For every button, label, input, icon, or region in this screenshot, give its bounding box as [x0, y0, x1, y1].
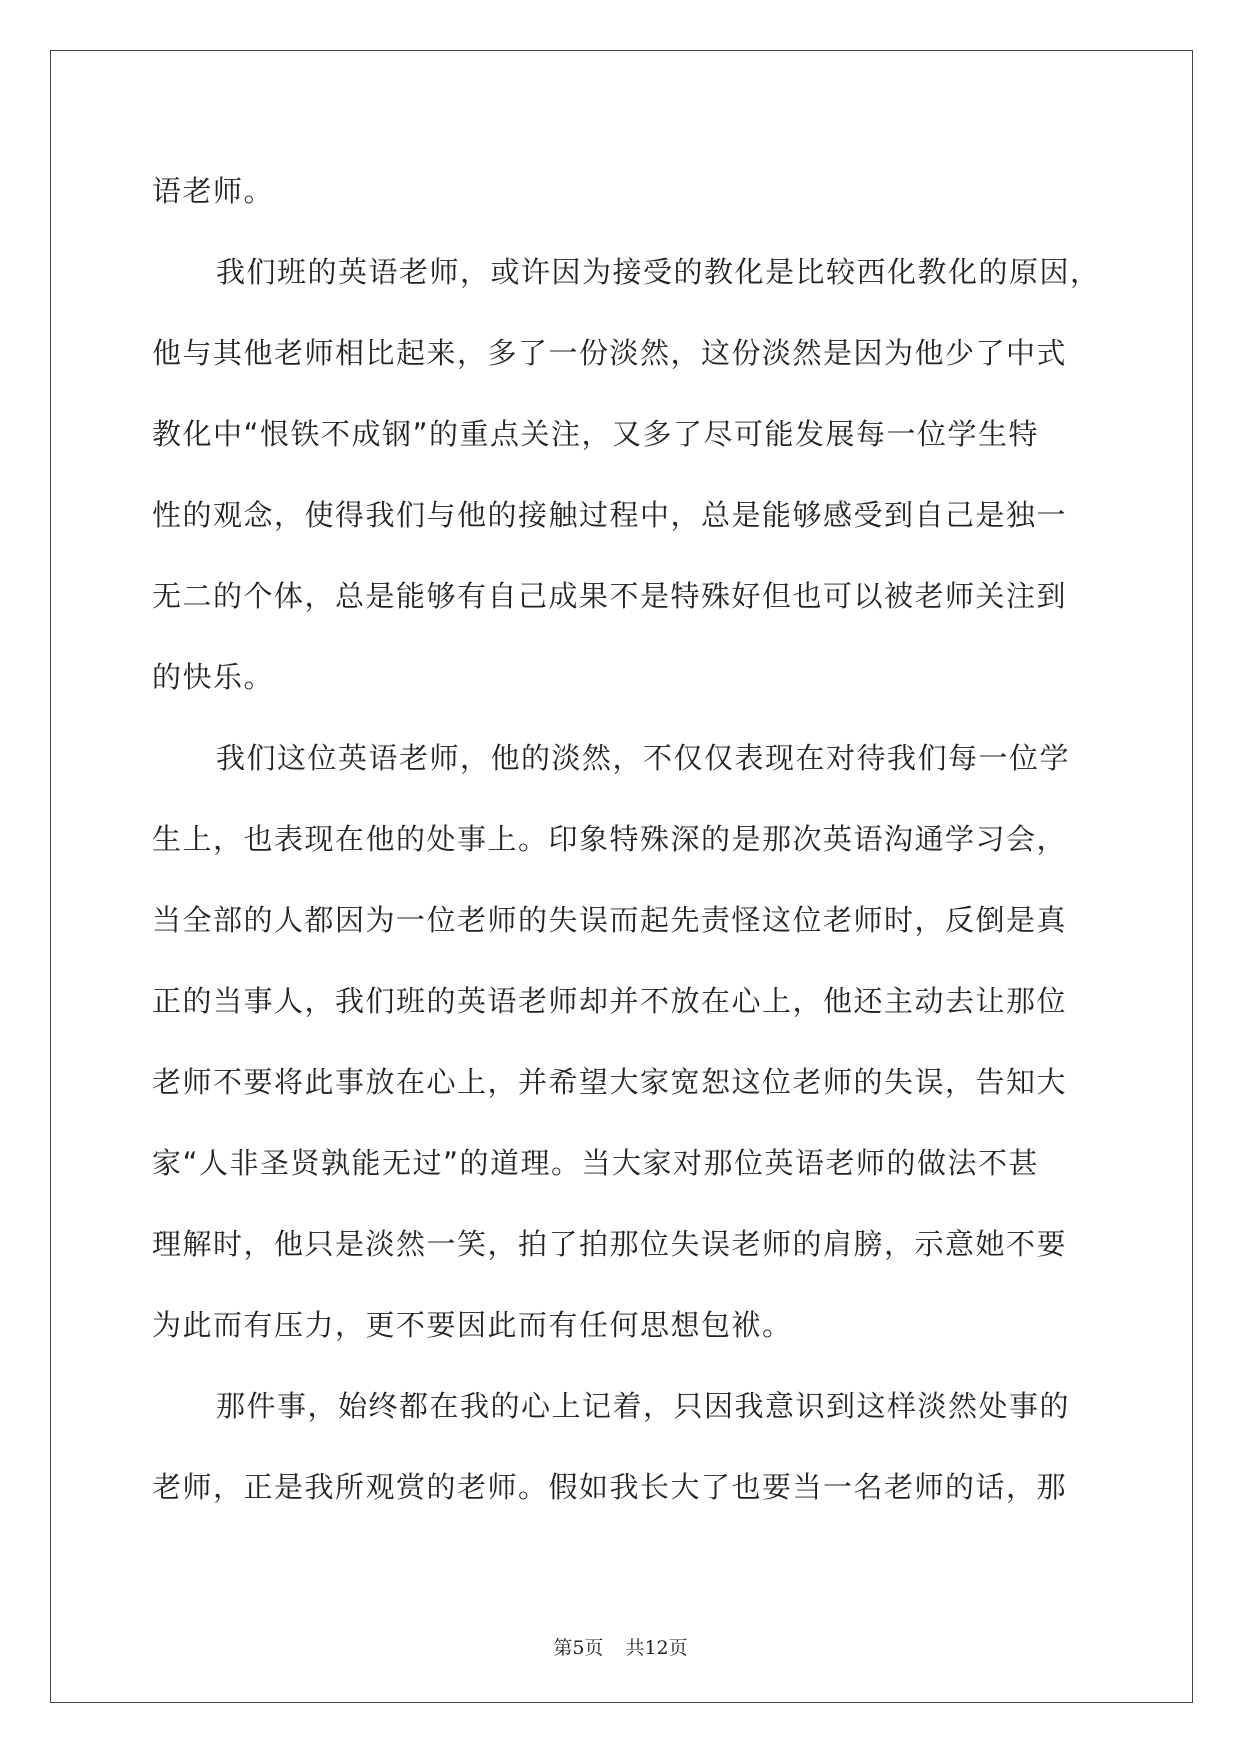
text-line-4: 教化中“恨铁不成钢”的重点关注，又多了尽可能发展每一位学生特	[152, 417, 1040, 451]
text-line-14: 理解时，他只是淡然一笑，拍了拍那位失误老师的肩膀，示意她不要	[152, 1227, 1068, 1261]
text-line-13: 家“人非圣贤孰能无过”的道理。当大家对那位英语老师的做法不甚	[152, 1146, 1040, 1180]
page-number: 第5页	[553, 1637, 604, 1659]
text-line-12: 老师不要将此事放在心上，并希望大家宽恕这位老师的失误，告知大	[152, 1065, 1068, 1099]
page-footer	[0, 1633, 1241, 1660]
text-line-8: 我们这位英语老师，他的淡然，不仅仅表现在对待我们每一位学	[216, 741, 1071, 775]
text-line-7: 的快乐。	[152, 660, 275, 694]
text-line-2: 我们班的英语老师，或许因为接受的教化是比较西化教化的原因，	[216, 255, 1101, 289]
page-total: 共12页	[625, 1637, 688, 1659]
document-body	[152, 159, 1101, 1536]
text-line-3: 他与其他老师相比起来，多了一份淡然，这份淡然是因为他少了中式	[152, 336, 1068, 370]
text-line-11: 正的当事人，我们班的英语老师却并不放在心上，他还主动去让那位	[152, 984, 1068, 1018]
text-line-1: 语老师。	[152, 174, 275, 208]
text-line-6: 无二的个体，总是能够有自己成果不是特殊好但也可以被老师关注到	[152, 579, 1068, 613]
text-line-10: 当全部的人都因为一位老师的失误而起先责怪这位老师时，反倒是真	[152, 903, 1068, 937]
text-line-9: 生上，也表现在他的处事上。印象特殊深的是那次英语沟通学习会，	[152, 822, 1068, 856]
text-line-5: 性的观念，使得我们与他的接触过程中，总是能够感受到自己是独一	[152, 498, 1068, 532]
text-line-15: 为此而有压力，更不要因此而有任何思想包袱。	[152, 1308, 793, 1342]
text-line-16: 那件事，始终都在我的心上记着，只因我意识到这样淡然处事的	[216, 1389, 1071, 1423]
text-line-17: 老师，正是我所观赏的老师。假如我长大了也要当一名老师的话，那	[152, 1470, 1068, 1504]
